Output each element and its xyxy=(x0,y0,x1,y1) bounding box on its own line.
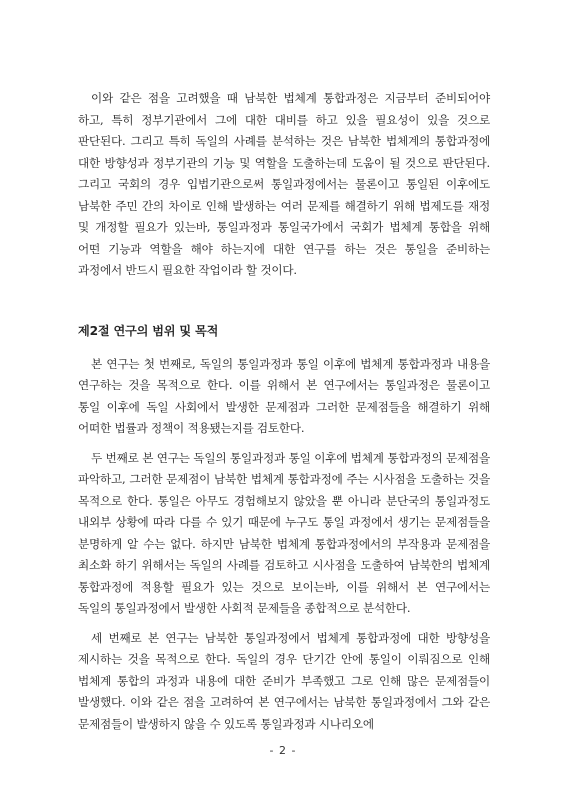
body-paragraph-3: 세 번째로 본 연구는 남북한 통일과정에서 법체계 통합과정에 대한 방향성을 제시하는 것을 목적으로 한다. 독일의 경우 단기간 안에 통일이 이뤄짐으로 인해 법체계 통합의 과정과 내용에 대한 준비가 부족했고 그로 인해 많은 문제점들이 발생했다. 이와 같은 점을 고려하여 본 연구에서는 남북한 통일과정에서 그와 같은 문제점들이 발생하지 않을 수 있도록 통일과정과 시나리오에 xyxy=(78,630,490,731)
body-paragraph-2: 두 번째로 본 연구는 독일의 통일과정과 통일 이후에 법체계 통합과정의 문제점을 파악하고, 그러한 문제점이 남북한 법체계 통합과정에 주는 시사점을 도출하는 것을 목적으로 한다. 통일은 아무도 경험해보지 않았을 뿐 아니라 분단국의 통일과정도 내외부 상황에 따라 다를 수 있기 때문에 누구도 통일 과정에서 생기는 문제점들을 분명하게 알 수는 없다. 하지만 남북한 법체계 통합과정에서의 부작용과 문제점을 최소화 하기 위해서는 독일의 사례를 검토하고 시사점을 도출하여 남북한의 법체계 통합과정에 적용할 필요가 있는 것으로 보이는바, 이를 위해서 본 연구에서는 독일의 통일과정에서 발생한 사회적 문제들을 종합적으로 분석한다. xyxy=(78,450,490,615)
intro-paragraph: 이와 같은 점을 고려했을 때 남북한 법체계 통합과정은 지금부터 준비되어야 하고, 특히 정부기관에서 그에 대한 대비를 하고 있을 필요성이 있을 것으로 판단된다. 그리고 특히 독일의 사례를 분석하는 것은 남북한 법체계의 통합과정에 대한 방향성과 정부기관의 기능 및 역할을 도출하는데 도움이 될 것으로 판단된다. 그리고 국회의 경우 입법기관으로써 통일과정에서는 물론이고 통일된 이후에도 남북한 주민 간의 차이로 인해 발생하는 여러 문제를 해결하기 위해 법제도를 재정 및 개정할 필요가 있는바, 통일과정과 통일국가에서 국회가 법체계 통합을 위해 어떤 기능과 역할을 해야 하는지에 대한 연구를 하는 것은 통일을 준비하는 과정에서 반드시 필요한 작업이라 할 것이다. xyxy=(78,91,490,277)
section-heading: 제2절 연구의 범위 및 목적 xyxy=(78,323,219,338)
page-number: - 2 - xyxy=(269,744,297,757)
document-page xyxy=(78,88,490,735)
body-paragraph-1: 본 연구는 첫 번째로, 독일의 통일과정과 통일 이후에 법체계 통합과정과 내용을 연구하는 것을 목적으로 한다. 이를 위해서 본 연구에서는 통일과정은 물론이고 통일 이후에 독일 사회에서 발생한 문제점과 그러한 문제점들을 해결하기 위해 어떠한 법률과 정책이 적용됐는지를 검토한다. xyxy=(78,356,490,435)
